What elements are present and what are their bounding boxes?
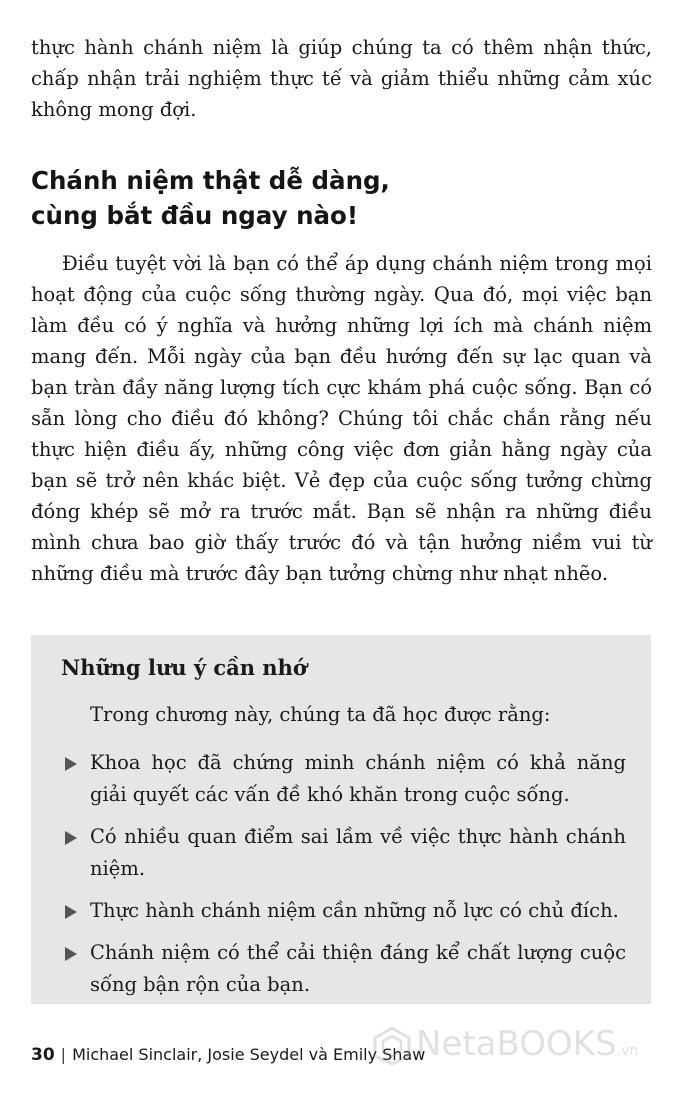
summary-box xyxy=(31,635,651,1004)
triangle-bullet-icon xyxy=(65,905,77,919)
summary-item-text: Thực hành chánh niệm cần những nỗ lực có chủ đích. xyxy=(90,899,619,922)
watermark-brand: NetaBOOKS xyxy=(416,1024,617,1064)
watermark-text xyxy=(416,1024,638,1064)
watermark-suffix: .vn xyxy=(616,1043,639,1059)
footer-separator: | xyxy=(60,1045,67,1064)
section-heading-line-1: Chánh niệm thật dễ dàng, xyxy=(31,166,390,195)
page-number: 30 xyxy=(31,1045,55,1065)
section-heading xyxy=(31,163,591,233)
summary-item-text: Khoa học đã chứng minh chánh niệm có khả năng giải quyết các vấn đề khó khăn trong cuộc sống. xyxy=(90,751,626,806)
body-paragraph: Điều tuyệt vời là bạn có thể áp dụng chánh niệm trong mọi hoạt động của cuộc sống thường ngày. Qua đó, mọi việc bạn làm đều có ý nghĩa và hưởng những lợi ích mà chánh niệm mang đến. Mỗi ngày của bạn đều hướng đến sự lạc quan và bạn tràn đầy năng lượng tích cực khám phá cuộc sống. Bạn có sẵn lòng cho điều đó không? Chúng tôi chắc chắn rằng nếu thực hiện điều ấy, những công việc đơn giản hằng ngày của bạn sẽ trở nên khác biệt. Vẻ đẹp của cuộc sống tưởng chừng đóng khép sẽ mở ra trước mắt. Bạn sẽ nhận ra những điều mình chưa bao giờ thấy trước đó và tận hưởng niềm vui từ những điều mà trước đây bạn tưởng chừng như nhạt nhẽo. xyxy=(31,252,652,585)
summary-list xyxy=(61,747,626,1011)
footer-authors: Michael Sinclair, Josie Seydel và Emily Shaw xyxy=(72,1045,426,1064)
summary-item-text: Có nhiều quan điểm sai lầm về việc thực hành chánh niệm. xyxy=(90,825,626,880)
book-logo-icon xyxy=(372,1026,412,1066)
summary-box-lead: Trong chương này, chúng ta đã học được rằng: xyxy=(90,703,551,726)
summary-list-item xyxy=(61,821,626,885)
summary-item-text: Chánh niệm có thể cải thiện đáng kể chất lượng cuộc sống bận rộn của bạn. xyxy=(90,941,626,996)
summary-box-title: Những lưu ý cần nhớ xyxy=(61,655,307,680)
intro-paragraph: thực hành chánh niệm là giúp chúng ta có thêm nhận thức, chấp nhận trải nghiệm thực tế và giảm thiểu những cảm xúc không mong đợi. xyxy=(31,36,652,121)
triangle-bullet-icon xyxy=(65,831,77,845)
triangle-bullet-icon xyxy=(65,947,77,961)
summary-list-item xyxy=(61,937,626,1001)
page-footer xyxy=(31,1045,425,1065)
watermark xyxy=(372,1022,682,1072)
triangle-bullet-icon xyxy=(65,757,77,771)
summary-list-item xyxy=(61,895,626,927)
section-heading-line-2: cùng bắt đầu ngay nào! xyxy=(31,201,359,230)
summary-list-item xyxy=(61,747,626,811)
